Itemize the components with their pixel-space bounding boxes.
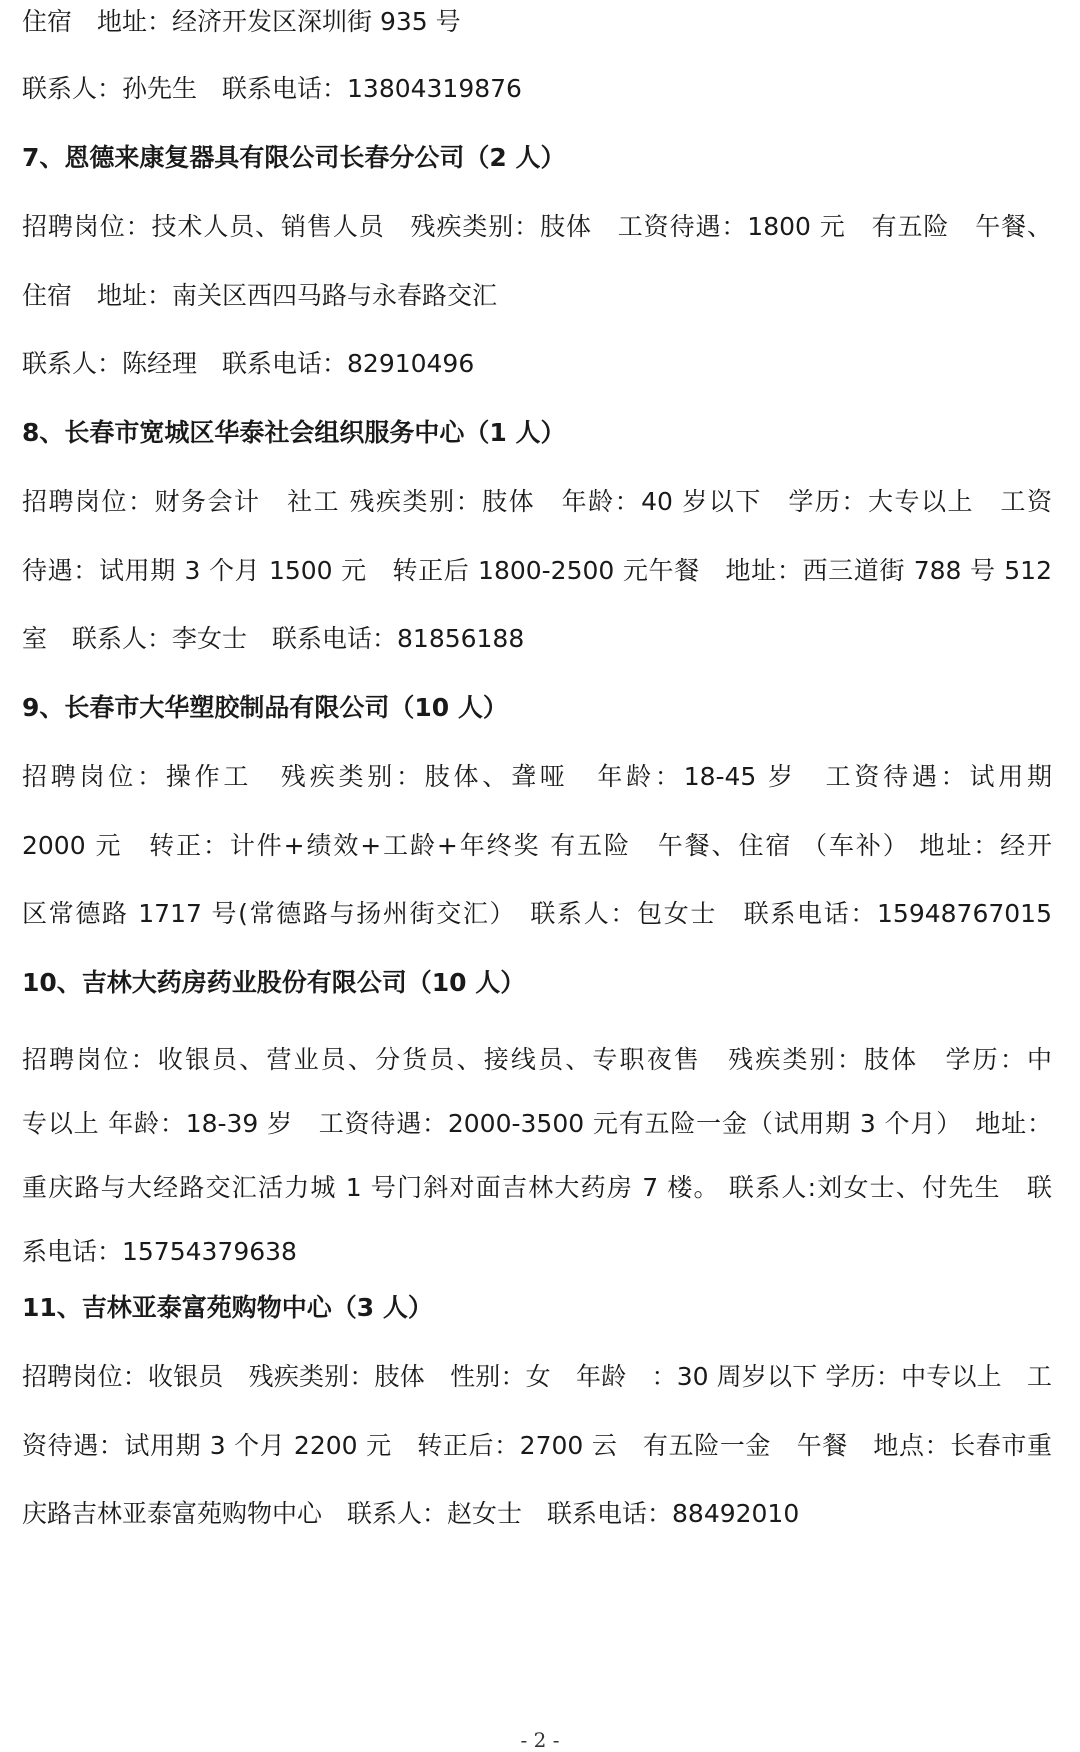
- section-heading: 8、长春市宽城区华泰社会组织服务中心（1 人）: [22, 418, 566, 447]
- text-line: 资待遇：试用期 3 个月 2200 元 转正后：2700 云 有五险一金 午餐 地点：长春市重: [22, 1431, 1052, 1460]
- text-line: 室 联系人：李女士 联系电话：81856188: [22, 624, 525, 653]
- text-line: 区常德路 1717 号(常德路与扬州街交汇） 联系人：包女士 联系电话：15948767015: [22, 899, 1052, 928]
- text-line: 招聘岗位：操作工 残疾类别：肢体、聋哑 年龄：18-45 岁 工资待遇：试用期: [22, 762, 1052, 791]
- text-line: 招聘岗位：收银员、营业员、分货员、接线员、专职夜售 残疾类别：肢体 学历：中: [22, 1045, 1052, 1074]
- text-line: 待遇：试用期 3 个月 1500 元 转正后 1800-2500 元午餐 地址：西三道街 788 号 512: [22, 556, 1052, 585]
- text-line: 2000 元 转正：计件+绩效+工龄+年终奖 有五险 午餐、住宿 （车补） 地址：经开: [22, 831, 1052, 860]
- text-line: 招聘岗位：技术人员、销售人员 残疾类别：肢体 工资待遇：1800 元 有五险 午餐、: [22, 212, 1052, 241]
- text-line: 联系人：孙先生 联系电话：13804319876: [22, 74, 522, 103]
- section-heading: 11、吉林亚泰富苑购物中心（3 人）: [22, 1293, 433, 1322]
- page-number: - 2 -: [520, 1728, 560, 1752]
- section-heading: 7、恩德来康复器具有限公司长春分公司（2 人）: [22, 143, 566, 172]
- text-line: 专以上 年龄：18-39 岁 工资待遇：2000-3500 元有五险一金（试用期 3 个月） 地址：: [22, 1109, 1052, 1138]
- text-line: 重庆路与大经路交汇活力城 1 号门斜对面吉林大药房 7 楼。 联系人:刘女士、付先生 联: [22, 1173, 1052, 1202]
- section-heading: 9、长春市大华塑胶制品有限公司（10 人）: [22, 693, 508, 722]
- text-line: 招聘岗位：财务会计 社工 残疾类别：肢体 年龄：40 岁以下 学历：大专以上 工资: [22, 487, 1052, 516]
- text-line: 系电话：15754379638: [22, 1237, 297, 1266]
- text-line: 住宿 地址：经济开发区深圳街 935 号: [22, 7, 461, 36]
- text-line: 招聘岗位：收银员 残疾类别：肢体 性别：女 年龄 ：30 周岁以下 学历：中专以上 工: [22, 1362, 1052, 1391]
- text-line: 住宿 地址：南关区西四马路与永春路交汇: [22, 281, 498, 310]
- section-heading: 10、吉林大药房药业股份有限公司（10 人）: [22, 968, 526, 997]
- text-line: 联系人：陈经理 联系电话：82910496: [22, 349, 475, 378]
- text-line: 庆路吉林亚泰富苑购物中心 联系人：赵女士 联系电话：88492010: [22, 1499, 800, 1528]
